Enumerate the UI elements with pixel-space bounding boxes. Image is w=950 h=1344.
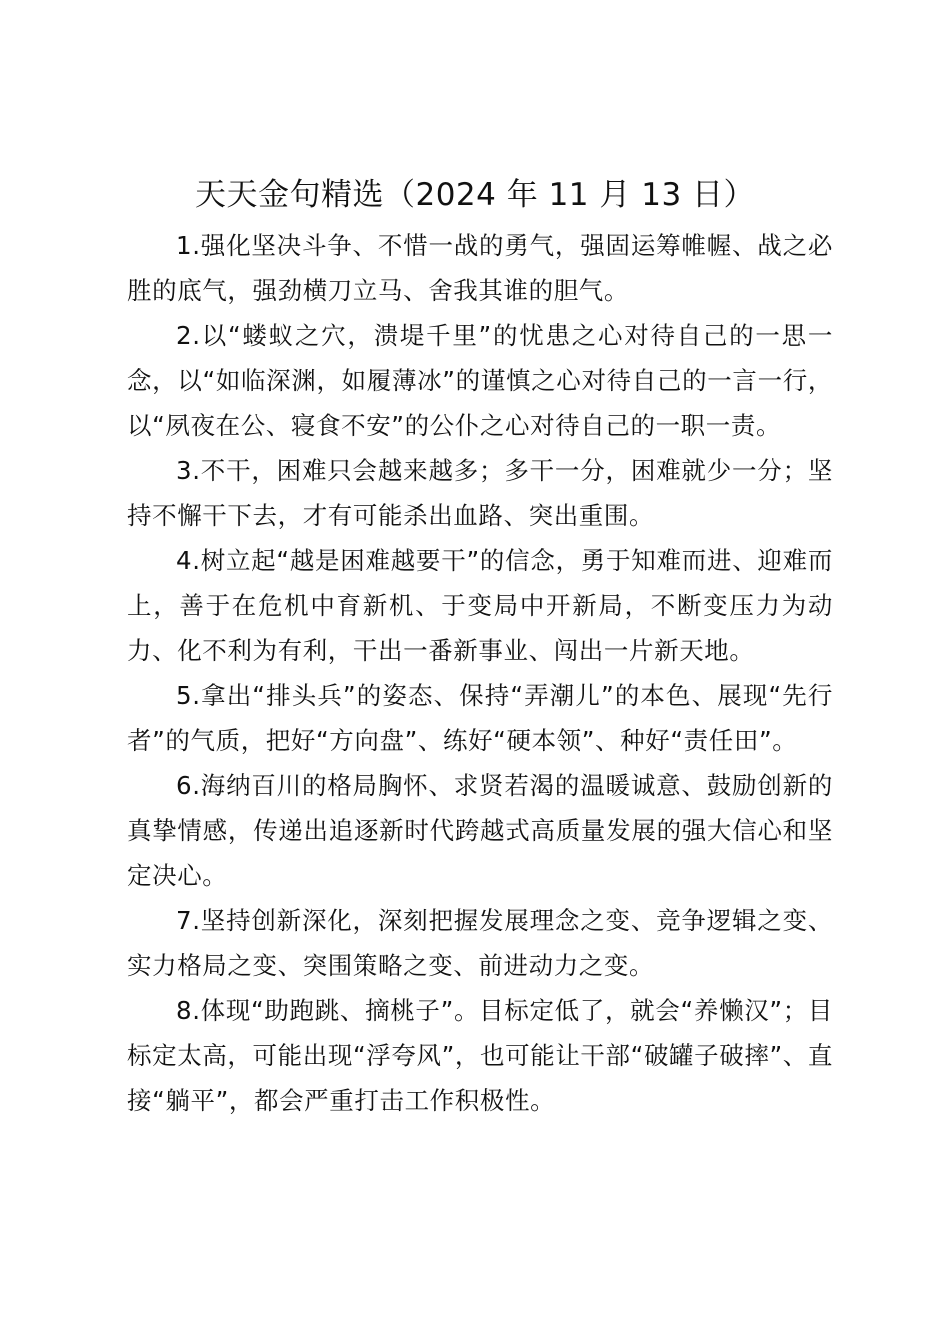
paragraph-5: 5.拿出“排头兵”的姿态、保持“弄潮儿”的本色、展现“先行者”的气质，把好“方向盘”、练好“硬本领”、种好“责任田”。 — [127, 681, 833, 755]
paragraph-3: 3.不干，困难只会越来越多；多干一分，困难就少一分；坚持不懈干下去，才有可能杀出血路、突出重围。 — [127, 456, 833, 530]
paragraph-4: 4.树立起“越是困难越要干”的信念，勇于知难而进、迎难而上，善于在危机中育新机、于变局中开新局，不断变压力为动力、化不利为有利，干出一番新事业、闯出一片新天地。 — [127, 546, 833, 665]
document-body — [127, 223, 833, 1123]
paragraph-2: 2.以“蝼蚁之穴，溃堤千里”的忧患之心对待自己的一思一念，以“如临深渊，如履薄冰”的谨慎之心对待自己的一言一行，以“夙夜在公、寝食不安”的公仆之心对待自己的一职一责。 — [127, 321, 833, 440]
paragraph-1: 1.强化坚决斗争、不惜一战的勇气，强固运筹帷幄、战之必胜的底气，强劲横刀立马、舍我其谁的胆气。 — [127, 231, 833, 305]
paragraph-6: 6.海纳百川的格局胸怀、求贤若渴的温暖诚意、鼓励创新的真挚情感，传递出追逐新时代跨越式高质量发展的强大信心和坚定决心。 — [127, 771, 833, 890]
document-title: 天天金句精选（2024 年 11 月 13 日） — [194, 177, 756, 213]
paragraph-8: 8.体现“助跑跳、摘桃子”。目标定低了，就会“养懒汉”；目标定太高，可能出现“浮夸风”，也可能让干部“破罐子破摔”、直接“躺平”，都会严重打击工作积极性。 — [127, 996, 833, 1115]
paragraph-7: 7.坚持创新深化，深刻把握发展理念之变、竞争逻辑之变、实力格局之变、突围策略之变、前进动力之变。 — [127, 906, 833, 980]
